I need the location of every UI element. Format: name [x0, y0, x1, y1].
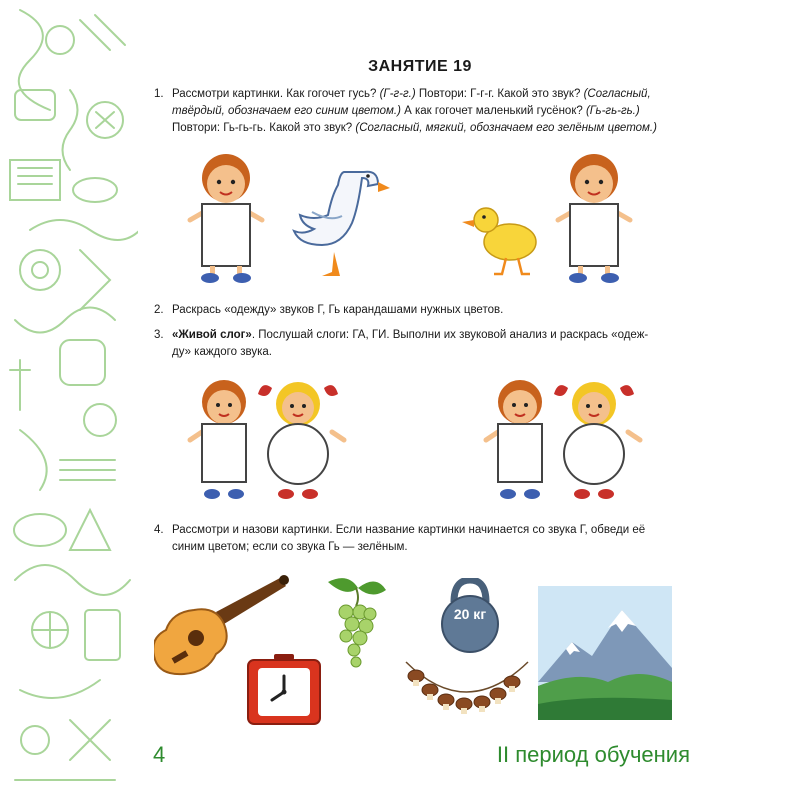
task-answer: (Согласный, мягкий, обозначаем его зелёным цветом.) — [355, 122, 657, 134]
task-4 — [154, 522, 714, 556]
boy-girl-pair-icon — [480, 374, 650, 504]
task-number: 3. — [154, 329, 164, 341]
task-text: ду» каждого звука. — [172, 346, 272, 358]
kettlebell-weight-label: 20 кг — [453, 606, 487, 622]
task-text: . Послушай слоги: ГА, ГИ. Выполни их звуковой анализ и раскрась «одеж- — [251, 329, 649, 341]
decorative-border — [0, 0, 138, 800]
alarm-clock-icon — [244, 654, 324, 730]
boy-girl-pair-icon — [184, 374, 354, 504]
task-text: Повтори: Г-г-г. Какой это звук? — [415, 88, 584, 100]
workbook-page — [140, 0, 800, 800]
boy-with-square-icon — [548, 148, 640, 286]
task-text: Рассмотри картинки. Как гогочет гусь? — [172, 88, 380, 100]
doodle-border-icon — [0, 0, 138, 800]
task-answer: (Г-г-г.) — [379, 88, 416, 100]
boy-with-square-icon — [180, 148, 272, 286]
task-1 — [154, 86, 714, 137]
task-bold-title: «Живой слог» — [172, 329, 252, 341]
mushroom-garland-icon — [402, 658, 532, 718]
mountains-icon — [538, 586, 672, 720]
task-answer: твёрдый, обозначаем его синим цветом.) — [172, 105, 401, 117]
task-answer: (Согласный, — [583, 88, 651, 100]
lesson-title: ЗАНЯТИЕ 19 — [368, 58, 472, 75]
goose-icon — [292, 152, 392, 282]
task-text: синим цветом; если со звука Гь — зелёным. — [172, 541, 408, 553]
task-text: Повтори: Гь-гь-гь. Какой это звук? — [172, 122, 356, 134]
section-period: II период обучения — [496, 742, 690, 767]
task-text: А как гогочет маленький гусёнок? — [400, 105, 586, 117]
page-number: 4 — [153, 742, 166, 767]
task-number: 4. — [154, 524, 164, 536]
task-answer: (Гь-гь-гь.) — [585, 105, 640, 117]
grapes-icon — [318, 572, 388, 672]
task-text: Рассмотри и назови картинки. Если название картинки начинается со звука Г, обведи её — [172, 524, 646, 536]
task-3 — [154, 327, 714, 361]
task-number: 1. — [154, 88, 164, 100]
gosling-icon — [462, 200, 548, 280]
task-2 — [154, 302, 714, 319]
task-text: Раскрась «одежду» звуков Г, Гь карандашами нужных цветов. — [172, 304, 504, 316]
task-number: 2. — [154, 304, 164, 316]
